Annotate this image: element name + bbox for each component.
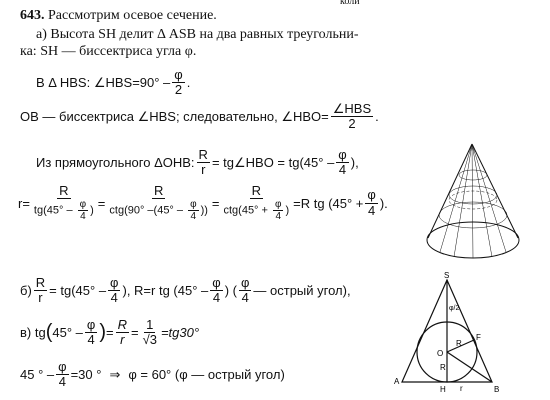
- fraction-phi-2: [172, 68, 184, 98]
- label-F: F: [476, 333, 481, 342]
- label-A: A: [394, 377, 400, 386]
- part-b-label: б): [20, 283, 32, 299]
- frac-num: R: [153, 183, 164, 198]
- label-B: B: [494, 385, 500, 394]
- part-v-equation: в) tg ( 45° – $\frac{\varphi}{4}$ ) = $\frac{R}{r}$ = $\frac{1}{√3}$ =tg30°: [20, 317, 200, 348]
- ohb-eq: = tg∠HBO = tg(45° –: [211, 154, 335, 170]
- frac-num: φ: [338, 147, 347, 162]
- frac-num: R: [251, 183, 262, 198]
- r-eq-suffix: =R tg (45° +: [293, 195, 364, 211]
- label-R: R: [456, 339, 462, 348]
- hbs-equation: В Δ HBS: ∠HBS=90° – $\frac{\varphi}{2}$ .: [36, 67, 191, 98]
- frac-num: φ: [174, 67, 183, 82]
- fraction-phi-4: [336, 148, 348, 178]
- frac-num: R: [198, 147, 208, 162]
- ohb-close: ),: [350, 155, 359, 171]
- frac-num: ∠HBS: [332, 101, 372, 116]
- frac-den: tg(45° – $\frac{\varphi}{4}$ ): [33, 199, 94, 223]
- problem-intro: Рассмотрим осевое сечение.: [48, 8, 217, 23]
- part-b-tail: — острый угол),: [253, 283, 351, 299]
- page-corner-header: коли: [340, 0, 360, 7]
- frac-den: 4: [338, 162, 347, 178]
- frac-den: 2: [174, 82, 183, 98]
- part-a-line1: а) Высота SH делит Δ ASB на два равных треугольни-: [36, 27, 359, 42]
- part-b-mid: = tg(45° –: [49, 283, 107, 299]
- hbs-prefix: В Δ HBS: ∠HBS=90° –: [36, 74, 171, 90]
- fraction-R-tg: [32, 184, 96, 222]
- part-v-label: в) tg: [20, 325, 46, 341]
- part-a-line2: ка: SH — биссектриса угла φ.: [20, 44, 197, 59]
- fraction-R-r-b: $\frac{R}{r}$: [35, 275, 46, 306]
- fraction-hbs-2: [331, 102, 373, 132]
- fraction-R-ctg2: [221, 184, 291, 222]
- label-R2: R: [440, 363, 446, 372]
- label-S: S: [444, 271, 450, 280]
- ohb-equation: [36, 148, 359, 178]
- triangle-figure: [392, 270, 512, 396]
- fraction-phi-4-b: $\frac{\varphi}{4}$: [367, 187, 376, 218]
- label-H: H: [440, 385, 446, 394]
- r-eq-prefix: r=: [18, 195, 30, 211]
- label-phi2: φ/2: [449, 305, 460, 312]
- frac-num: R: [59, 183, 69, 198]
- r-equation: r= R tg(45° – $\frac{\varphi}{4}$ ) = R ctg(90° –(45° – $\frac{\varphi}{4}$ )) = R ctg(45° + $\frac{\varphi}{4}$ ) =R tg (45° + $\frac{\varphi}{4}$ ).: [18, 183, 388, 223]
- part-b-end: ) (: [224, 283, 237, 299]
- frac-den: 2: [348, 116, 356, 132]
- ob-equation: OB — биссектриса ∠HBS; следовательно, ∠HBO= $\frac{\text{∠HBS}}{2}$ .: [20, 101, 379, 132]
- fraction-R-ctg1: [107, 184, 210, 222]
- label-r: r: [460, 384, 463, 393]
- frac-den: r: [201, 162, 206, 178]
- r-eq-end: ).: [379, 195, 388, 211]
- ob-text: OB — биссектриса ∠HBS; следовательно, ∠HBO=: [20, 108, 329, 124]
- frac-den: ctg(90° –(45° – $\frac{\varphi}{4}$ )): [109, 199, 208, 223]
- problem-number: 643.: [20, 8, 45, 23]
- cone-figure: [418, 140, 528, 270]
- label-O: O: [437, 349, 444, 358]
- part-b-equation: б) $\frac{R}{r}$ = tg(45° – $\frac{\varphi}{4}$ ), R=r tg (45° – $\frac{\varphi}{4}$ ) ( $\frac{\varphi}{4}$ — острый угол),: [20, 275, 351, 306]
- part-b-mid2: ), R=r tg (45° –: [122, 283, 209, 299]
- ohb-prefix: Из прямоугольного ΔOHB:: [36, 155, 195, 171]
- frac-den: ctg(45° + $\frac{\varphi}{4}$ ): [223, 199, 290, 223]
- fraction-R-r: [197, 148, 210, 178]
- problem-title: [20, 8, 217, 24]
- final-equation: 45 ° – $\frac{\varphi}{4}$ =30 ° ⇒ φ = 60° (φ — острый угол): [20, 359, 285, 390]
